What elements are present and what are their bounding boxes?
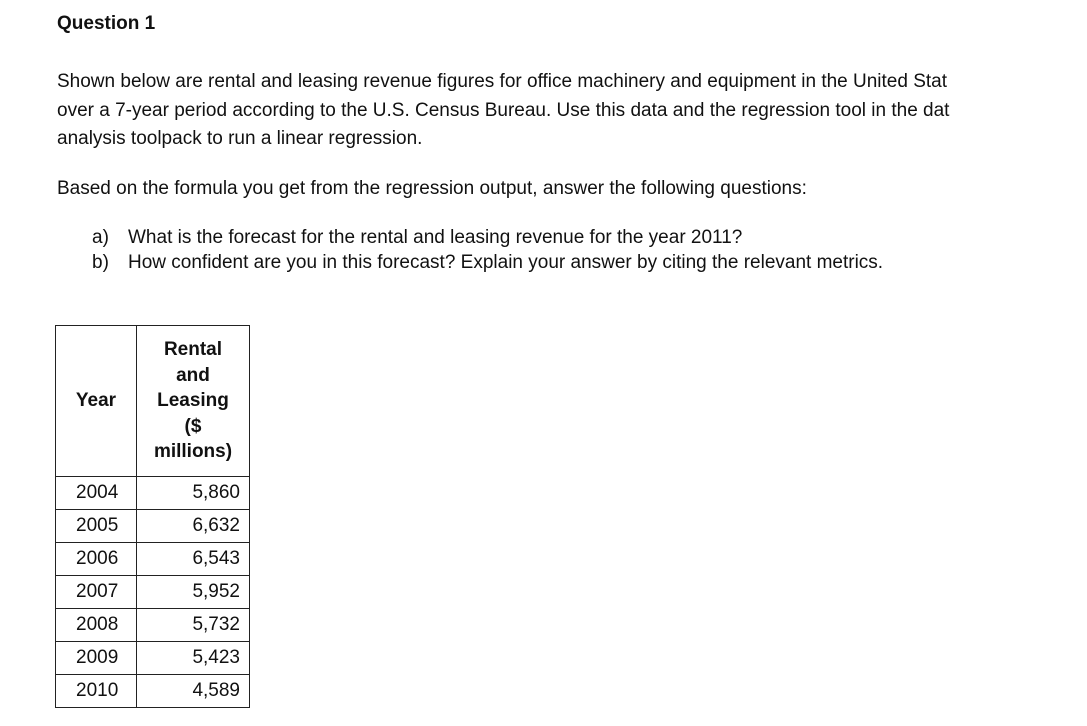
question-heading: Question 1 <box>57 13 156 34</box>
intro-line: analysis toolpack to run a linear regression. <box>57 128 423 149</box>
question-item-b <box>92 251 883 276</box>
header-line: millions) <box>153 441 233 463</box>
header-line: Rental <box>163 339 223 361</box>
year-cell: 2008 <box>56 609 137 642</box>
table-row <box>56 609 250 642</box>
year-cell: 2009 <box>56 642 137 675</box>
question-marker: a) <box>92 227 109 248</box>
revenue-cell: 5,952 <box>137 576 250 609</box>
intro-line: Shown below are rental and leasing revenue figures for office machinery and equipment in the United Stat <box>57 71 948 92</box>
revenue-cell: 5,732 <box>137 609 250 642</box>
year-cell: 2007 <box>56 576 137 609</box>
table-row <box>56 675 250 708</box>
intro-line: over a 7-year period according to the U.S. Census Bureau. Use this data and the regression tool in the dat <box>57 99 950 121</box>
revenue-cell: 5,423 <box>137 642 250 675</box>
table-row <box>56 576 250 609</box>
year-cell: 2005 <box>56 510 137 543</box>
revenue-cell: 5,860 <box>137 477 250 510</box>
year-cell: 2004 <box>56 477 137 510</box>
header-line: and <box>176 364 210 386</box>
header-line: ($ <box>184 415 202 437</box>
question-list <box>92 226 883 275</box>
year-column-header: Year <box>56 326 137 477</box>
table-row <box>56 510 250 543</box>
table-row <box>56 642 250 675</box>
revenue-cell: 6,543 <box>137 543 250 576</box>
year-cell: 2010 <box>56 675 137 708</box>
table-row <box>56 477 250 510</box>
instruction-text: Based on the formula you get from the regression output, answer the following questions: <box>57 178 807 199</box>
question-text: What is the forecast for the rental and leasing revenue for the year 2011? <box>128 227 743 248</box>
question-marker: b) <box>92 251 109 273</box>
revenue-column-header <box>137 326 250 477</box>
question-item-a <box>92 226 883 251</box>
header-line: Leasing <box>157 390 229 412</box>
table-row <box>56 543 250 576</box>
revenue-cell: 6,632 <box>137 510 250 543</box>
revenue-cell: 4,589 <box>137 675 250 708</box>
table-header-row <box>56 326 250 477</box>
revenue-table <box>55 325 250 708</box>
question-text: How confident are you in this forecast? Explain your answer by citing the relevant metrics. <box>128 251 884 273</box>
intro-paragraph <box>57 68 949 154</box>
year-cell: 2006 <box>56 543 137 576</box>
